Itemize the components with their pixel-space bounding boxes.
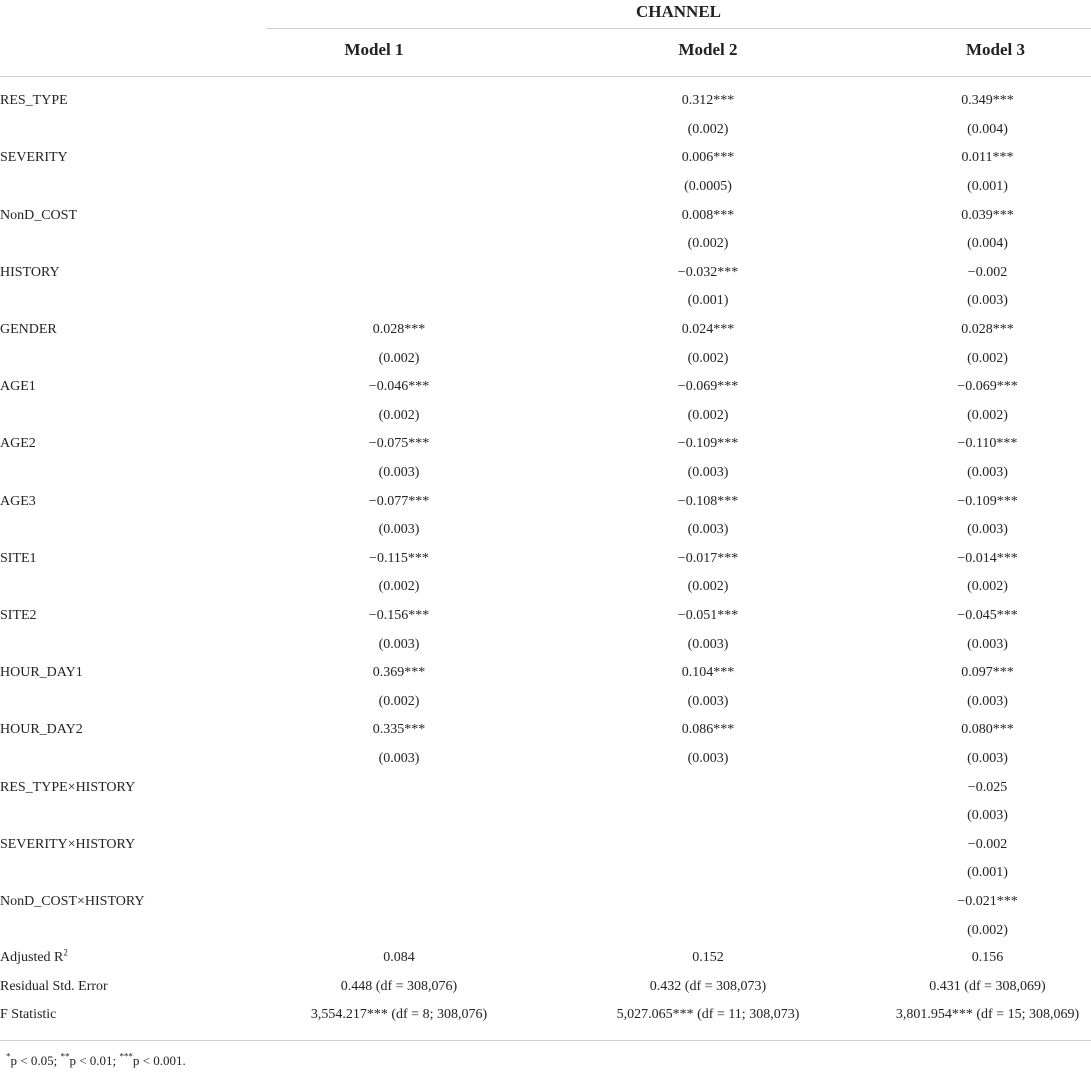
coefficient-cell: 0.028*** (372, 322, 426, 338)
coefficient-cell: −0.032*** (677, 264, 739, 280)
std-error-cell: (0.002) (967, 579, 1008, 595)
coefficient-cell (266, 830, 532, 859)
coefficient-cell: −0.002 (967, 264, 1008, 280)
coefficient-cell: −0.046*** (368, 379, 430, 395)
coefficient-cell (266, 144, 532, 173)
coefficient-cell: 0.312*** (681, 93, 735, 109)
row-label (0, 402, 266, 431)
std-error-cell: (0.002) (378, 350, 420, 366)
coefficient-cell: 0.006*** (681, 150, 735, 166)
coefficient-row (0, 316, 1091, 345)
std-error-cell: (0.002) (378, 693, 420, 709)
row-label (0, 573, 266, 602)
std-error-cell: (0.0005) (684, 179, 732, 195)
row-label: RES_TYPE (0, 93, 68, 109)
coefficient-cell: −0.045*** (957, 607, 1018, 623)
coefficient-cell: −0.002 (967, 836, 1008, 852)
std-error-cell: (0.002) (687, 407, 729, 423)
coefficient-row (0, 201, 1091, 230)
footnote-text: p < 0.05; (10, 1053, 61, 1068)
std-error-row (0, 630, 1091, 659)
statistic-value: 0.448 (df = 308,076) (340, 978, 458, 994)
model-2-header: Model 2 (678, 40, 738, 59)
statistic-value: 5,027.065*** (df = 11; 308,073) (616, 1007, 800, 1023)
coefficient-cell: −0.115*** (369, 550, 429, 566)
row-label: NonD_COST×HISTORY (0, 893, 145, 909)
std-error-row (0, 344, 1091, 373)
coefficient-cell: 0.028*** (961, 322, 1014, 338)
std-error-cell (266, 859, 532, 888)
row-label: HISTORY (0, 264, 60, 280)
coefficient-row (0, 144, 1091, 173)
coefficient-cell: −0.077*** (368, 493, 430, 509)
row-label: NonD_COST (0, 207, 78, 223)
row-label: AGE2 (0, 436, 36, 452)
header-rule (0, 76, 1091, 77)
std-error-cell: (0.002) (687, 350, 729, 366)
row-label (0, 916, 266, 945)
coefficient-row (0, 659, 1091, 688)
footnote-marker: * (6, 1051, 11, 1062)
row-label: GENDER (0, 322, 57, 338)
statistics-table (0, 944, 1091, 1030)
model-3-header: Model 3 (965, 40, 1026, 59)
row-label: AGE1 (0, 379, 36, 395)
std-error-cell: (0.003) (967, 636, 1008, 652)
coefficient-row (0, 487, 1091, 516)
coefficient-row (0, 773, 1091, 802)
coefficient-cell: −0.069*** (957, 379, 1018, 395)
coefficient-cell: 0.104*** (681, 665, 735, 681)
std-error-cell: (0.002) (687, 579, 729, 595)
std-error-cell (266, 287, 532, 316)
row-label: SITE1 (0, 550, 37, 566)
statistic-row (0, 944, 1091, 973)
std-error-cell: (0.004) (967, 236, 1008, 252)
coefficient-cell (266, 201, 532, 230)
statistic-label-text: Residual Std. Error (0, 978, 108, 994)
coefficient-cell: 0.335*** (372, 722, 426, 738)
std-error-cell: (0.002) (378, 579, 420, 595)
row-label (0, 630, 266, 659)
std-error-cell: (0.002) (967, 922, 1008, 938)
std-error-cell (266, 173, 532, 202)
model-1-header: Model 1 (344, 40, 404, 59)
coefficient-cell (266, 888, 532, 917)
std-error-row (0, 916, 1091, 945)
coefficient-row (0, 373, 1091, 402)
coefficient-cell (532, 773, 884, 802)
coefficient-cell (532, 830, 884, 859)
std-error-cell: (0.003) (687, 750, 729, 766)
std-error-cell: (0.003) (967, 465, 1008, 481)
coefficient-cell: 0.097*** (961, 665, 1014, 681)
std-error-row (0, 745, 1091, 774)
coefficient-row (0, 87, 1091, 116)
std-error-row (0, 287, 1091, 316)
std-error-cell: (0.003) (687, 522, 729, 538)
std-error-cell (532, 802, 884, 831)
std-error-cell: (0.003) (967, 808, 1008, 824)
std-error-row (0, 402, 1091, 431)
coefficient-cell: 0.039*** (961, 207, 1014, 223)
std-error-cell: (0.002) (687, 121, 729, 137)
coefficient-cell: −0.108*** (677, 493, 739, 509)
footnote-text: p < 0.01; (69, 1053, 120, 1068)
row-label: HOUR_DAY1 (0, 665, 83, 681)
row-label (0, 344, 266, 373)
coefficient-row (0, 259, 1091, 288)
std-error-row (0, 516, 1091, 545)
coefficient-cell: 0.080*** (961, 722, 1014, 738)
std-error-row (0, 859, 1091, 888)
coefficient-cell: −0.109*** (677, 436, 739, 452)
row-label: AGE3 (0, 493, 36, 509)
std-error-cell: (0.003) (967, 522, 1008, 538)
coefficient-cell: 0.086*** (681, 722, 735, 738)
statistic-label (0, 973, 266, 1002)
coefficient-cell (266, 259, 532, 288)
std-error-row (0, 687, 1091, 716)
statistic-label (0, 944, 266, 973)
statistic-value: 3,554.217*** (df = 8; 308,076) (310, 1007, 488, 1023)
std-error-row (0, 230, 1091, 259)
coefficient-cell (532, 888, 884, 917)
coefficient-cell: 0.369*** (372, 665, 426, 681)
statistic-row (0, 1001, 1091, 1030)
row-label (0, 287, 266, 316)
coefficient-cell: −0.051*** (677, 607, 739, 623)
std-error-row (0, 802, 1091, 831)
std-error-cell: (0.003) (378, 465, 420, 481)
row-label (0, 859, 266, 888)
statistic-value: 0.084 (383, 950, 415, 966)
coefficient-cell: −0.069*** (677, 379, 739, 395)
std-error-row (0, 573, 1091, 602)
coefficient-cell: 0.008*** (681, 207, 735, 223)
row-label (0, 802, 266, 831)
statistic-label-text: Adjusted R (0, 950, 64, 966)
row-label (0, 459, 266, 488)
coefficient-cell: 0.024*** (681, 322, 735, 338)
std-error-cell: (0.003) (378, 636, 420, 652)
statistic-label (0, 1001, 266, 1030)
coefficient-row (0, 545, 1091, 574)
std-error-cell: (0.004) (967, 121, 1008, 137)
row-label (0, 173, 266, 202)
std-error-cell: (0.001) (967, 179, 1008, 195)
coefficient-cell: −0.075*** (368, 436, 430, 452)
std-error-cell: (0.003) (967, 293, 1008, 309)
coefficient-cell: −0.025 (967, 779, 1008, 795)
row-label (0, 745, 266, 774)
coefficient-cell: 0.349*** (961, 93, 1014, 109)
std-error-cell: (0.003) (378, 522, 420, 538)
std-error-cell: (0.002) (967, 407, 1008, 423)
coefficient-table (0, 87, 1091, 945)
std-error-cell (532, 859, 884, 888)
std-error-cell: (0.003) (967, 750, 1008, 766)
coefficient-cell: −0.156*** (368, 607, 430, 623)
std-error-cell: (0.003) (687, 636, 729, 652)
coefficient-row (0, 430, 1091, 459)
std-error-cell: (0.003) (687, 465, 729, 481)
significance-footnote (6, 1052, 186, 1070)
statistic-label-superscript: 2 (63, 947, 68, 958)
footnote-marker: ** (60, 1051, 70, 1062)
coefficient-cell (266, 773, 532, 802)
std-error-cell: (0.003) (967, 693, 1008, 709)
coefficient-row (0, 602, 1091, 631)
std-error-cell: (0.003) (687, 693, 729, 709)
row-label (0, 687, 266, 716)
coefficient-row (0, 888, 1091, 917)
std-error-row (0, 116, 1091, 145)
std-error-cell: (0.002) (378, 407, 420, 423)
std-error-row (0, 173, 1091, 202)
coefficient-cell (266, 87, 532, 116)
row-label: RES_TYPE×HISTORY (0, 779, 136, 795)
row-label: SEVERITY×HISTORY (0, 836, 136, 852)
footnote-text: p < 0.001. (132, 1053, 186, 1068)
statistic-row (0, 973, 1091, 1002)
statistic-value: 0.432 (df = 308,073) (649, 978, 767, 994)
std-error-row (0, 459, 1091, 488)
statistic-value: 3,801.954*** (df = 15; 308,069) (895, 1007, 1080, 1023)
std-error-cell (266, 916, 532, 945)
footnote-marker: *** (119, 1051, 133, 1062)
std-error-cell (266, 802, 532, 831)
group-underline (266, 28, 1091, 29)
coefficient-cell: −0.014*** (957, 550, 1018, 566)
statistic-label-text: F Statistic (0, 1007, 57, 1023)
row-label (0, 230, 266, 259)
coefficient-row (0, 830, 1091, 859)
coefficient-cell: −0.110*** (957, 436, 1018, 452)
coefficient-cell: −0.017*** (677, 550, 739, 566)
statistic-value: 0.156 (971, 950, 1004, 966)
std-error-cell (266, 230, 532, 259)
std-error-cell (266, 116, 532, 145)
row-label: SEVERITY (0, 150, 68, 166)
bottom-rule (0, 1040, 1091, 1041)
column-group-header: CHANNEL (635, 2, 721, 21)
row-label: HOUR_DAY2 (0, 722, 83, 738)
std-error-cell: (0.001) (687, 293, 729, 309)
row-label (0, 516, 266, 545)
coefficient-cell: −0.021*** (957, 893, 1018, 909)
coefficient-cell: −0.109*** (957, 493, 1018, 509)
statistic-value: 0.431 (df = 308,069) (929, 978, 1046, 994)
std-error-cell: (0.002) (967, 350, 1008, 366)
row-label (0, 116, 266, 145)
std-error-cell: (0.001) (967, 865, 1008, 881)
std-error-cell: (0.002) (687, 236, 729, 252)
row-label: SITE2 (0, 607, 37, 623)
coefficient-row (0, 716, 1091, 745)
std-error-cell (532, 916, 884, 945)
coefficient-cell: 0.011*** (961, 150, 1014, 166)
std-error-cell: (0.003) (378, 750, 420, 766)
statistic-value: 0.152 (692, 950, 724, 966)
